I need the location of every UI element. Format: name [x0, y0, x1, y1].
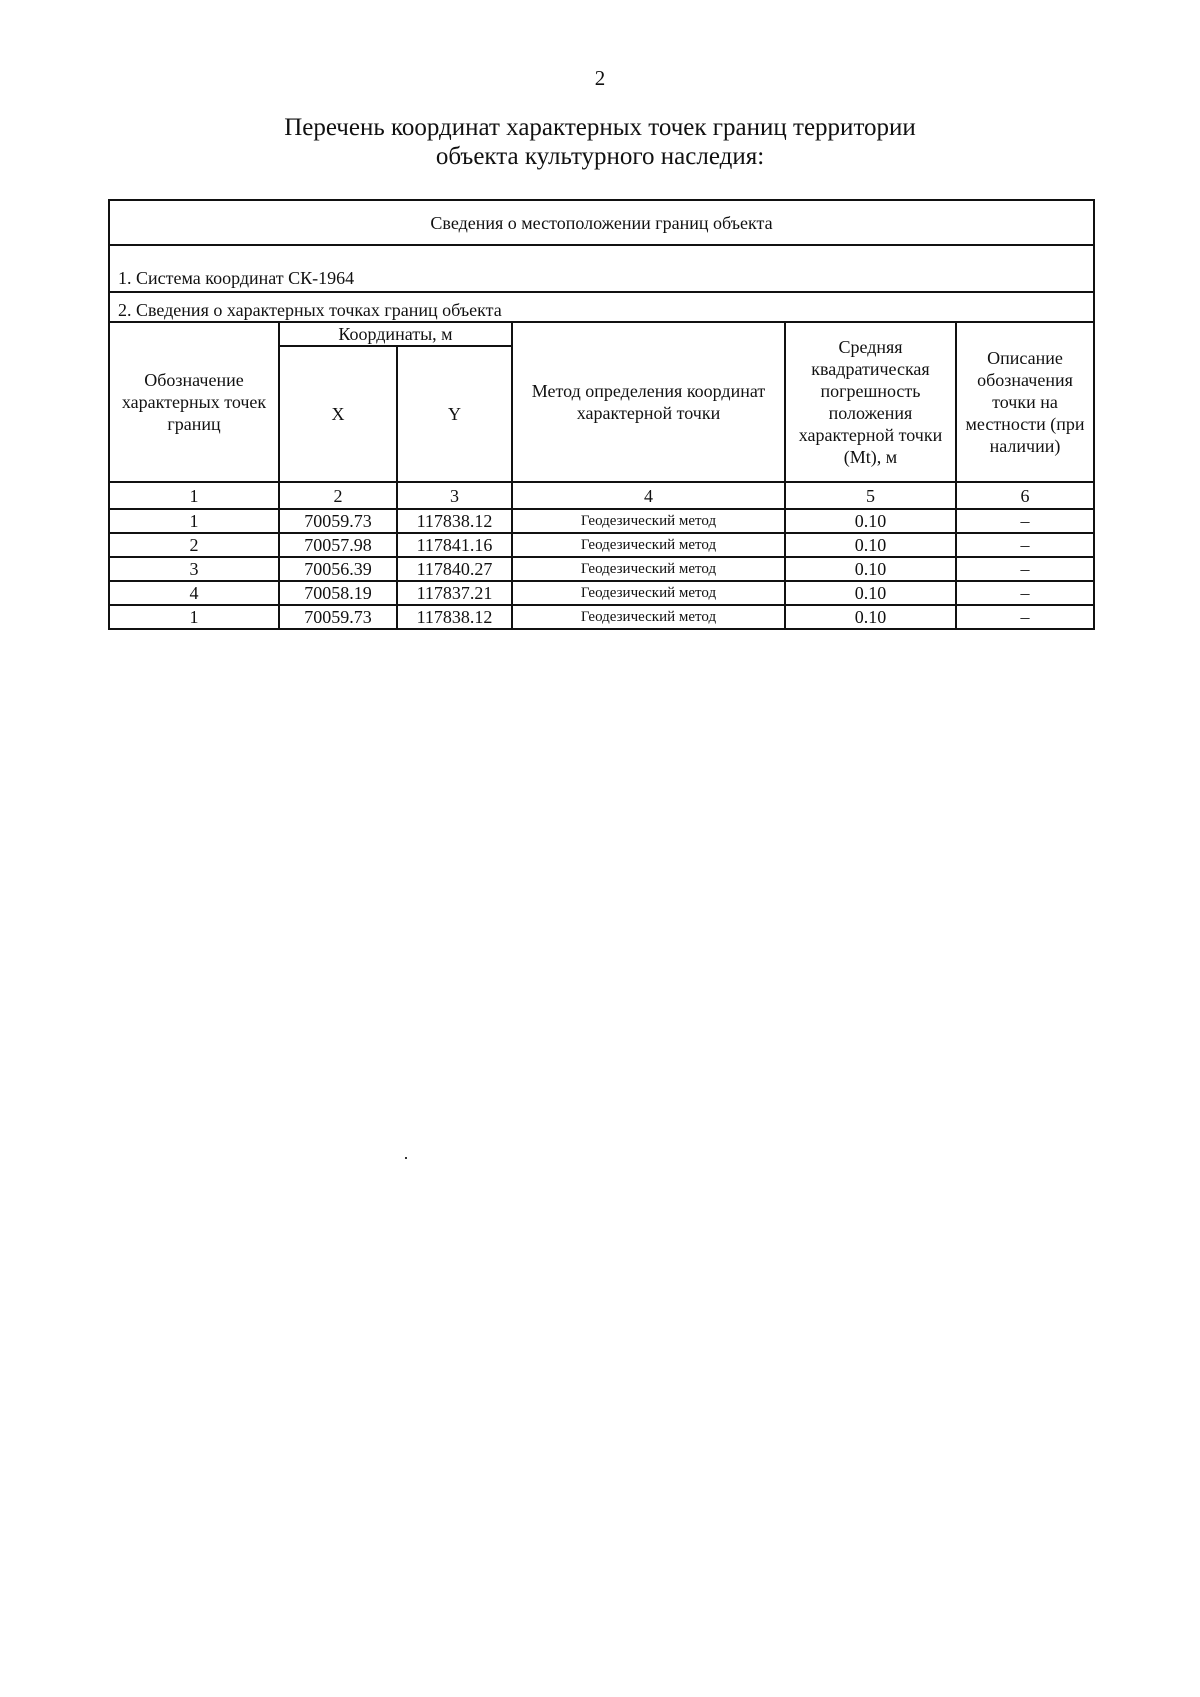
cell-method: Геодезический метод — [512, 581, 785, 605]
cell-description: – — [956, 509, 1094, 533]
table-row — [109, 605, 1094, 629]
cell-point: 4 — [109, 581, 279, 605]
cell-method: Геодезический метод — [512, 605, 785, 629]
cell-x: 70056.39 — [279, 557, 397, 581]
cell-x: 70059.73 — [279, 605, 397, 629]
cell-error: 0.10 — [785, 605, 956, 629]
column-number: 4 — [512, 482, 785, 509]
page-number: 2 — [594, 66, 606, 90]
stray-dot — [405, 1157, 407, 1159]
cell-x: 70058.19 — [279, 581, 397, 605]
cell-point: 1 — [109, 509, 279, 533]
column-number: 6 — [956, 482, 1094, 509]
title-line-1: Перечень координат характерных точек границ территории — [284, 114, 916, 141]
cell-description: – — [956, 557, 1094, 581]
cell-method: Геодезический метод — [512, 557, 785, 581]
table-row — [109, 533, 1094, 557]
table-row — [109, 509, 1094, 533]
cell-description: – — [956, 533, 1094, 557]
cell-description: – — [956, 605, 1094, 629]
cell-description: – — [956, 581, 1094, 605]
cell-error: 0.10 — [785, 509, 956, 533]
coordinates-table — [108, 199, 1095, 630]
table-row — [109, 581, 1094, 605]
column-number: 3 — [397, 482, 512, 509]
column-number-row — [109, 482, 1094, 509]
document-title — [0, 113, 1200, 171]
coordinate-system-row: 1. Система координат СК-1964 — [109, 245, 1094, 292]
cell-method: Геодезический метод — [512, 533, 785, 557]
table-row — [109, 557, 1094, 581]
column-number: 5 — [785, 482, 956, 509]
header-x: X — [279, 346, 397, 482]
cell-point: 3 — [109, 557, 279, 581]
cell-x: 70057.98 — [279, 533, 397, 557]
header-coordinates: Координаты, м — [279, 322, 512, 346]
column-number: 1 — [109, 482, 279, 509]
cell-y: 117841.16 — [397, 533, 512, 557]
header-description: Описание обозначения точки на местности (при наличии) — [956, 322, 1094, 482]
cell-y: 117838.12 — [397, 605, 512, 629]
cell-error: 0.10 — [785, 581, 956, 605]
cell-y: 117840.27 — [397, 557, 512, 581]
cell-point: 2 — [109, 533, 279, 557]
cell-error: 0.10 — [785, 557, 956, 581]
cell-method: Геодезический метод — [512, 509, 785, 533]
column-number: 2 — [279, 482, 397, 509]
header-y: Y — [397, 346, 512, 482]
title-line-2: объекта культурного наследия: — [435, 143, 765, 170]
points-header-row: 2. Сведения о характерных точках границ объекта — [109, 292, 1094, 322]
header-method: Метод определения координат характерной точки — [512, 322, 785, 482]
cell-y: 117837.21 — [397, 581, 512, 605]
section-header: Сведения о местоположении границ объекта — [109, 200, 1094, 245]
cell-point: 1 — [109, 605, 279, 629]
cell-x: 70059.73 — [279, 509, 397, 533]
cell-y: 117838.12 — [397, 509, 512, 533]
cell-error: 0.10 — [785, 533, 956, 557]
header-designation: Обозначение характерных точек границ — [109, 322, 279, 482]
header-error: Средняя квадратическая погрешность положения характерной точки (Мt), м — [785, 322, 956, 482]
